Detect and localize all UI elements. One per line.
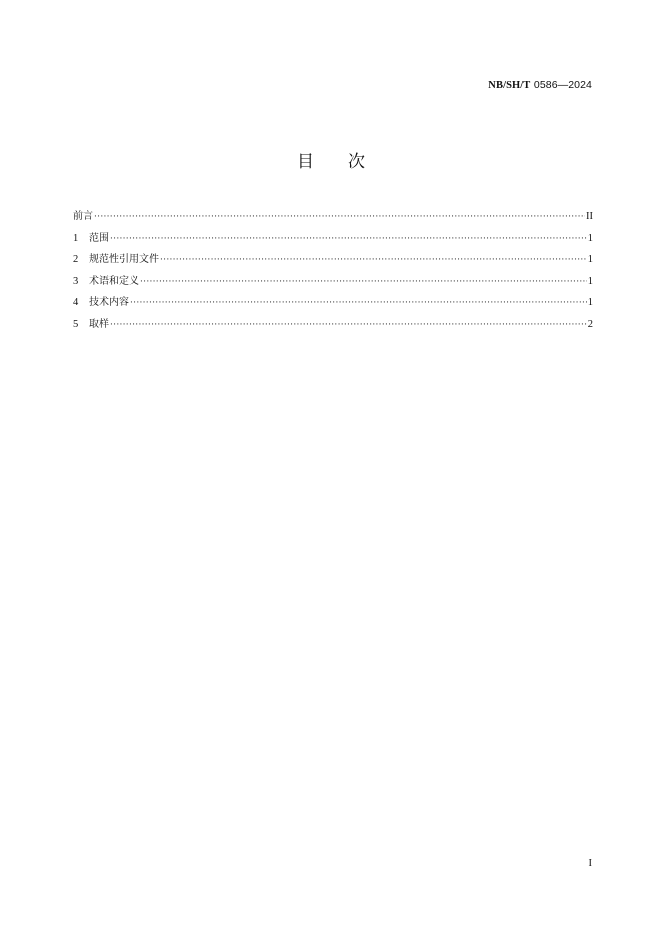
standard-code-number: 0586—2024 xyxy=(533,79,592,91)
page-title: 目次 xyxy=(297,152,399,172)
toc-entry[interactable] xyxy=(73,207,593,229)
toc-entry[interactable] xyxy=(73,250,593,272)
toc-leader-dots xyxy=(110,320,587,330)
toc-entry[interactable] xyxy=(73,272,593,294)
toc-leader-dots xyxy=(94,212,585,222)
toc-entry-label: 范围 xyxy=(89,232,109,244)
toc-entry-label: 取样 xyxy=(89,318,109,330)
toc-entry[interactable] xyxy=(73,229,593,251)
toc-entry-label: 术语和定义 xyxy=(89,275,139,287)
toc-leader-dots xyxy=(110,234,587,244)
standard-code-prefix: NB/SH/T xyxy=(488,80,531,91)
toc-entry-label: 前言 xyxy=(73,211,93,222)
toc-leader-dots xyxy=(140,277,587,287)
toc-entry-page: 1 xyxy=(587,232,593,244)
toc-entry-page: II xyxy=(586,211,593,222)
toc-leader-dots xyxy=(130,298,587,308)
toc-entry-label: 技术内容 xyxy=(89,297,129,309)
toc-entry[interactable] xyxy=(73,315,593,337)
table-of-contents xyxy=(73,207,593,337)
toc-entry-page: 1 xyxy=(587,254,593,266)
toc-entry-number: 4 xyxy=(73,297,79,309)
toc-entry[interactable] xyxy=(73,293,593,315)
toc-entry-number: 1 xyxy=(73,232,79,244)
toc-entry-number: 5 xyxy=(73,318,79,330)
toc-entry-label: 规范性引用文件 xyxy=(89,254,159,266)
toc-entry-number: 3 xyxy=(73,275,79,287)
toc-entry-page: 2 xyxy=(587,318,593,330)
toc-leader-dots xyxy=(160,255,587,265)
standard-code xyxy=(488,79,592,91)
toc-entry-page: 1 xyxy=(587,275,593,287)
page-number: I xyxy=(588,858,592,869)
toc-entry-number: 2 xyxy=(73,254,79,266)
toc-entry-page: 1 xyxy=(587,297,593,309)
